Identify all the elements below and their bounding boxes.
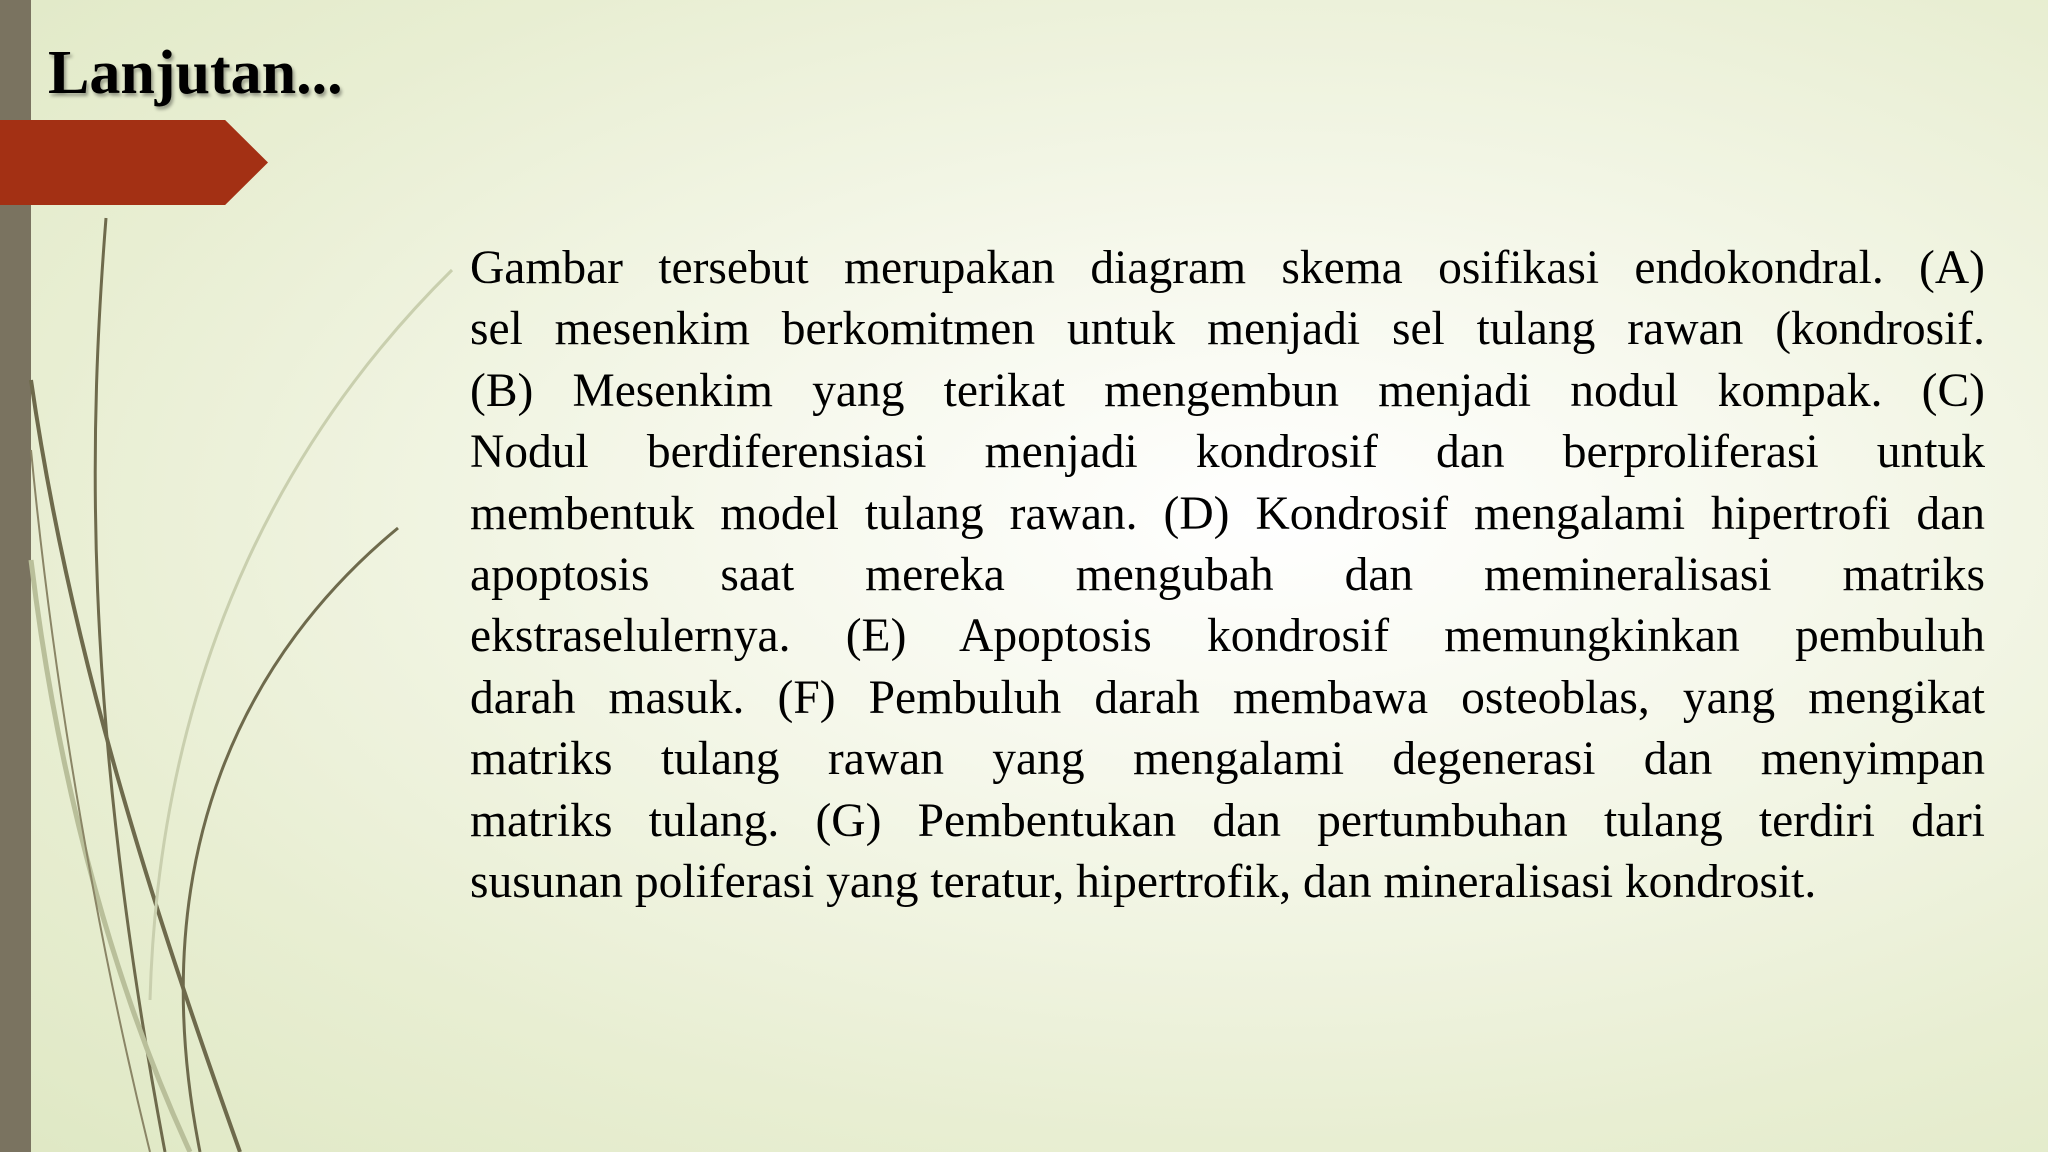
body-line: susunan poliferasi yang teratur, hipertrofik, dan mineralisasi kondrosit.: [470, 856, 1817, 909]
body-line: Nodul berdiferensiasi menjadi kondrosif dan berproliferasi untuk: [470, 426, 1985, 479]
curve-3: [183, 528, 398, 1152]
slide-body-text: [470, 238, 1985, 913]
body-line: darah masuk. (F) Pembuluh darah membawa osteoblas, yang mengikat: [470, 671, 1985, 724]
body-line: matriks tulang rawan yang mengalami degenerasi dan menyimpan: [470, 733, 1985, 786]
body-line: sel mesenkim berkomitmen untuk menjadi sel tulang rawan (kondrosif.: [470, 303, 1985, 356]
slide-title: Lanjutan...: [48, 39, 343, 107]
body-line: ekstraselulernya. (E) Apoptosis kondrosif memungkinkan pembuluh: [470, 610, 1985, 663]
curve-1: [95, 218, 165, 1152]
body-line: Gambar tersebut merupakan diagram skema osifikasi endokondral. (A): [470, 242, 1985, 294]
curve-6: [31, 450, 150, 1152]
body-line: matriks tulang. (G) Pembentukan dan pertumbuhan tulang terdiri dari: [470, 794, 1985, 847]
curve-4: [150, 270, 452, 1000]
body-line: (B) Mesenkim yang terikat mengembun menjadi nodul kompak. (C): [470, 364, 1985, 417]
curve-2: [31, 380, 240, 1152]
body-line: membentuk model tulang rawan. (D) Kondrosif mengalami hipertrofi dan: [470, 487, 1985, 540]
body-line: apoptosis saat mereka mengubah dan memineralisasi matriks: [470, 549, 1985, 602]
title-arrow-banner: [0, 120, 268, 205]
